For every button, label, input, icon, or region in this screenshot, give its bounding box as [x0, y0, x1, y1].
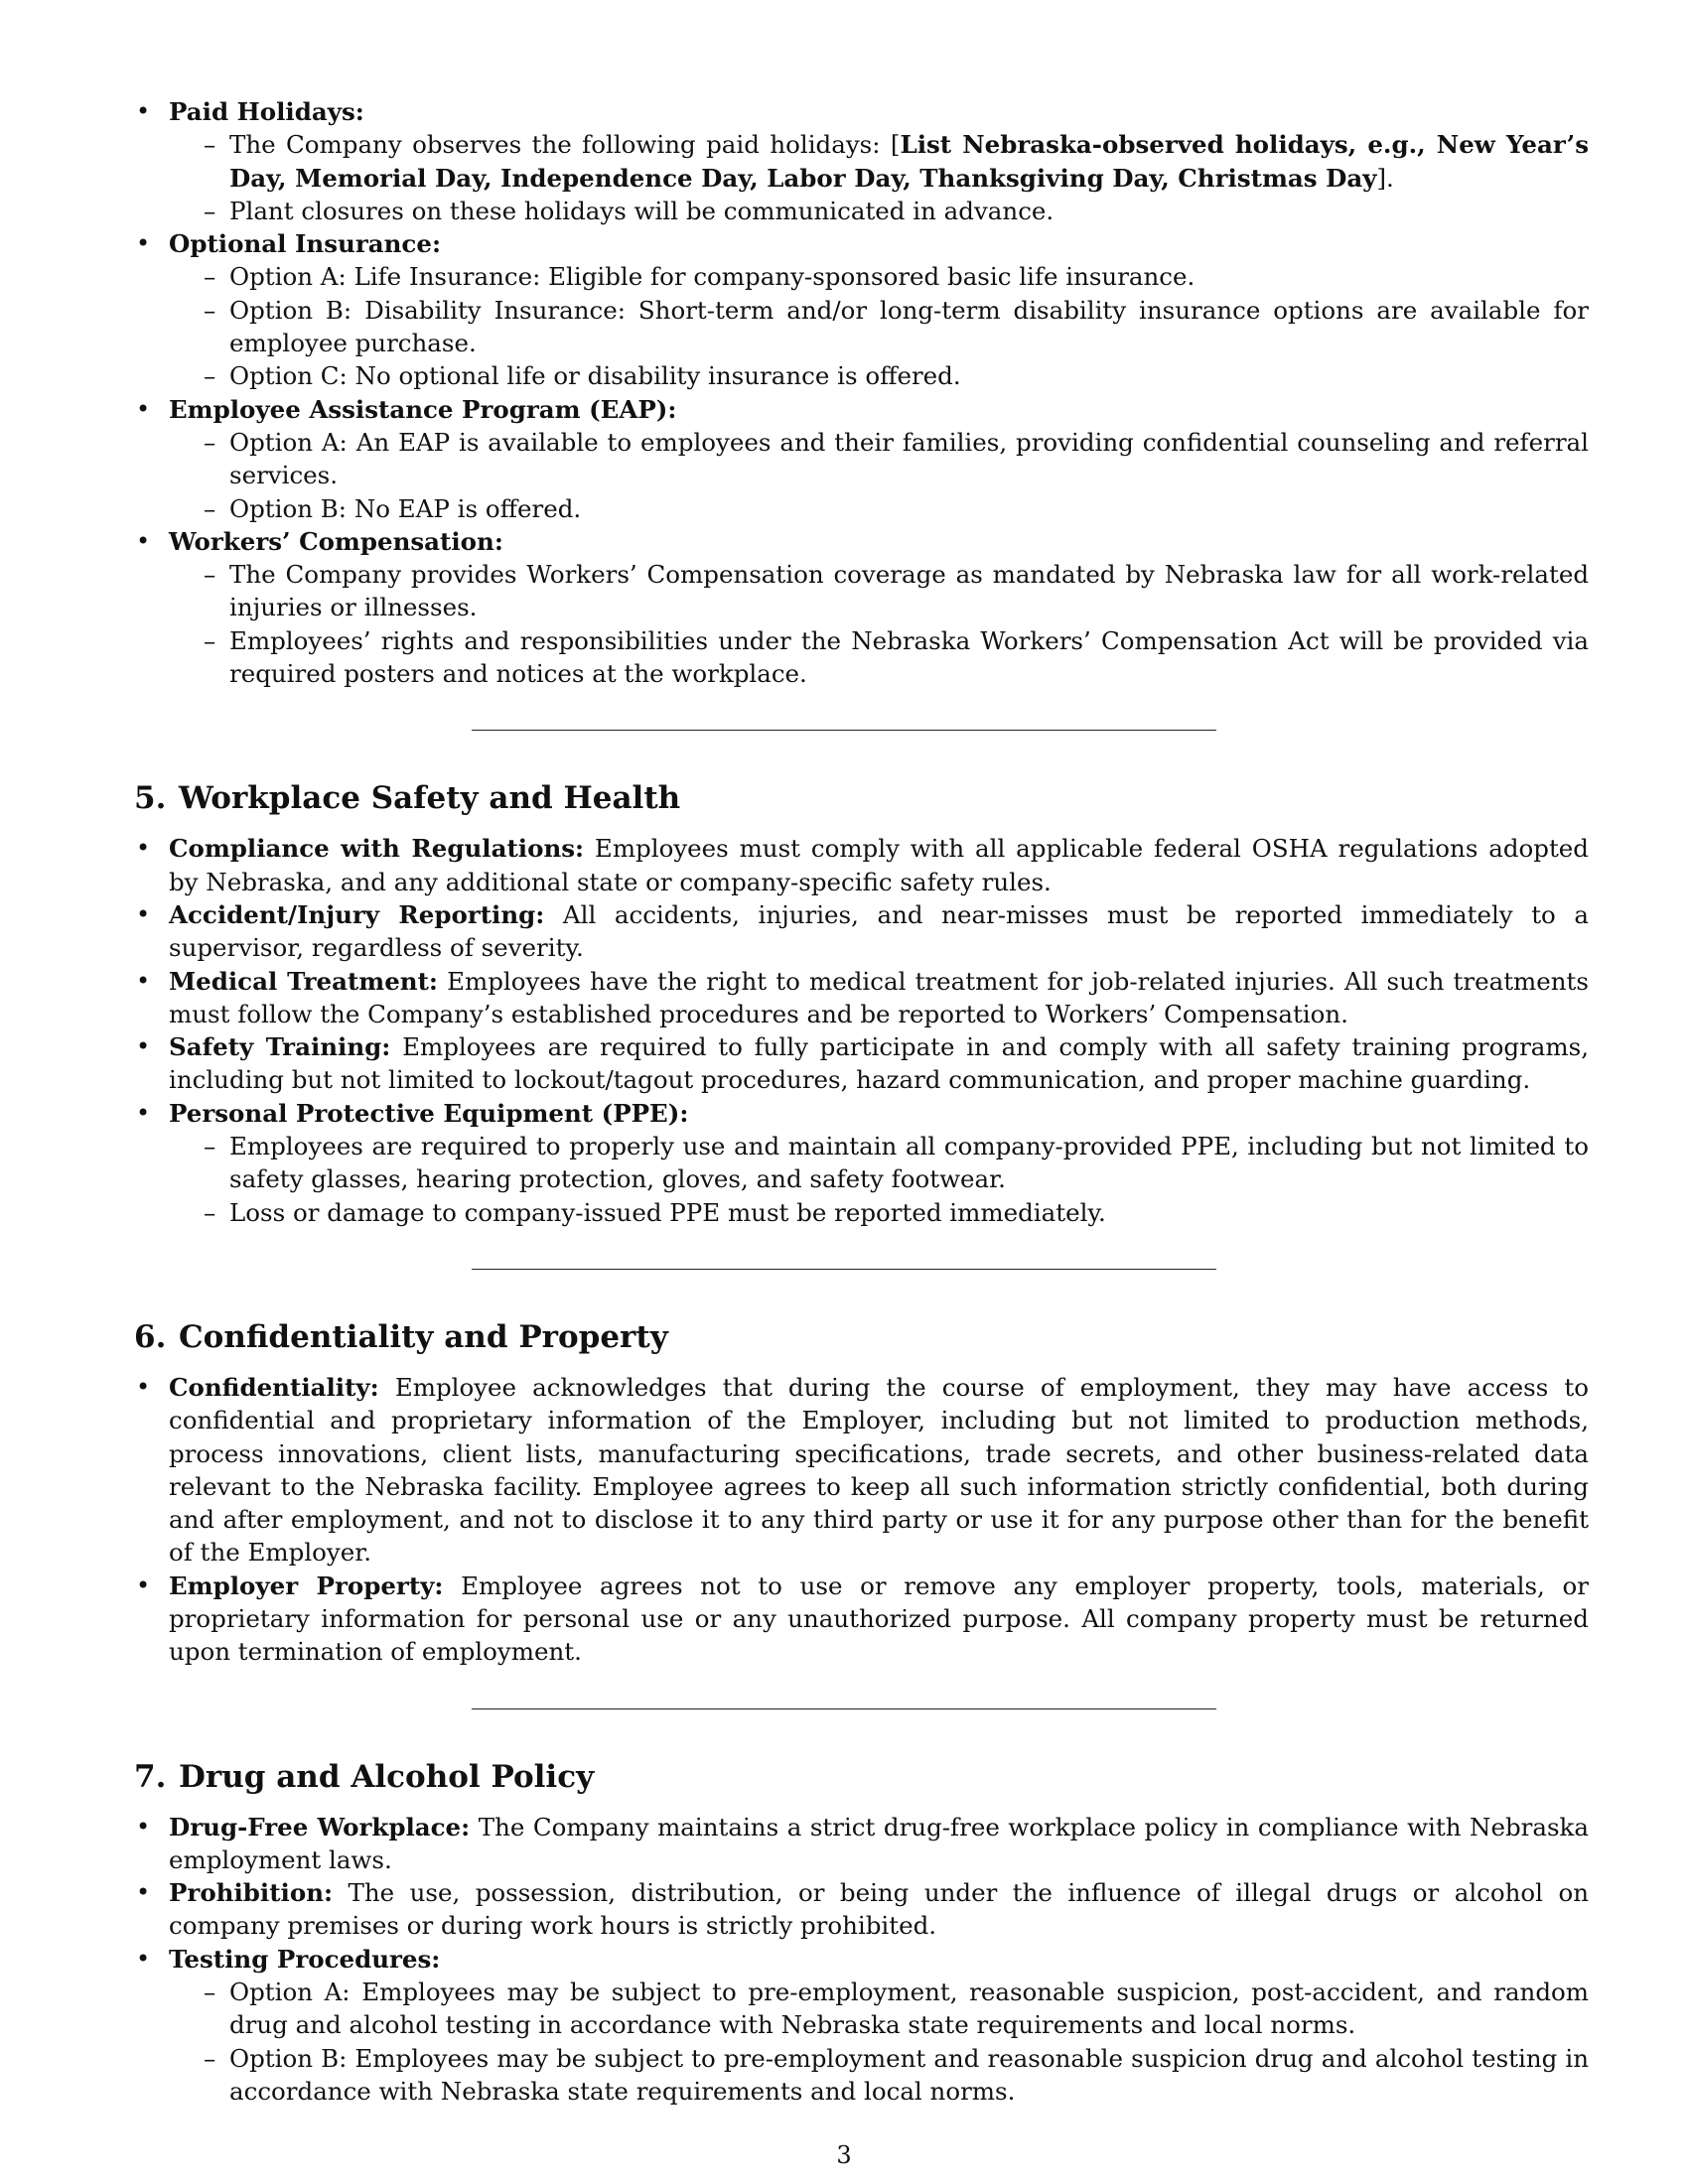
sub-list-item: – Employees are required to properly use and maintain all company-provided PPE, including but not limited to safety glasses, hearing protection, gloves, and safety footwear.: [169, 1130, 1589, 1196]
sub-list: [169, 260, 1589, 392]
item-text: Employees have the right to medical treatment for job-related injuries. All such treatments must follow the Company’s established procedures and be reported to Workers’ Compensation.: [169, 966, 1589, 1028]
item-label: Compliance with Regulations:: [169, 834, 585, 864]
sub-list: [169, 128, 1589, 227]
item-text: Employee agrees not to use or remove any employer property, tools, materials, or proprietary information for personal use or any unauthorized purpose. All company property must be returned upon termination of employment.: [169, 1570, 1589, 1667]
sub-list-item: – Plant closures on these holidays will be communicated in advance.: [169, 195, 1589, 227]
section-divider: [472, 1269, 1216, 1270]
item-label: Confidentiality:: [169, 1372, 379, 1402]
item-text: Employees must comply with all applicable federal OSHA regulations adopted by Nebraska, and any additional state or company-specific safety rules.: [169, 834, 1589, 896]
section-title: Confidentiality and Property: [179, 1318, 668, 1355]
sub-list-item: – Option B: Employees may be subject to pre-employment and reasonable suspicion drug and alcohol testing in accordance with Nebraska state requirements and local norms.: [169, 2042, 1589, 2109]
section-number: 5.: [134, 780, 167, 817]
list-item: [134, 1097, 1589, 1229]
section-7-list: [134, 1811, 1589, 2109]
sub-list-item: – Employees’ rights and responsibilities under the Nebraska Workers’ Compensation Act will be provided via required posters and notices at the workplace.: [169, 624, 1589, 691]
item-label: Drug-Free Workplace:: [169, 1812, 471, 1842]
list-item: [134, 1030, 1589, 1097]
sub-list-item: [169, 128, 1589, 195]
section-heading: [134, 1317, 1589, 1357]
sub-list: [169, 1976, 1589, 2108]
workers-comp-label: Workers’ Compensation:: [169, 526, 503, 556]
item-label: Medical Treatment:: [169, 966, 438, 996]
sub-list-item: – The Company provides Workers’ Compensation coverage as mandated by Nebraska law for all work-related injuries or illnesses.: [169, 558, 1589, 624]
benefits-list: [134, 95, 1589, 690]
list-item: [134, 1876, 1589, 1943]
section-title: Drug and Alcohol Policy: [179, 1758, 595, 1795]
sub-list-item: – Option A: Life Insurance: Eligible for company-sponsored basic life insurance.: [169, 260, 1589, 293]
text: ].: [1376, 163, 1394, 193]
list-item: [134, 1570, 1589, 1669]
item-text: All accidents, injuries, and near-misses must be reported immediately to a supervisor, regardless of severity.: [169, 899, 1590, 963]
page-number: 3: [836, 2141, 852, 2169]
document-page: [134, 95, 1589, 2108]
sub-list: [169, 558, 1589, 690]
section-divider: [472, 730, 1216, 731]
item-label: Safety Training:: [169, 1032, 391, 1062]
section-heading: [134, 1757, 1589, 1797]
text: The Company observes the following paid holidays: [: [229, 130, 901, 160]
sub-list-item: – Loss or damage to company-issued PPE must be reported immediately.: [169, 1196, 1589, 1229]
sub-list-item: – Option A: An EAP is available to employees and their families, providing confidential counseling and referral services.: [169, 426, 1589, 492]
list-item: [134, 898, 1589, 965]
list-item: [134, 965, 1589, 1031]
item-text: The Company maintains a strict drug-free workplace policy in compliance with Nebraska employment laws.: [169, 1812, 1589, 1874]
item-text: The use, possession, distribution, or being under the influence of illegal drugs or alcohol on company premises or during work hours is strictly prohibited.: [169, 1878, 1589, 1941]
list-item: [134, 1943, 1589, 2108]
section-divider: [472, 1708, 1216, 1709]
list-item: [134, 393, 1589, 525]
section-number: 7.: [134, 1758, 167, 1795]
list-item: [134, 1811, 1589, 1877]
section-5-list: [134, 832, 1589, 1229]
sub-list-item: – Option B: No EAP is offered.: [169, 492, 1589, 525]
list-item: [134, 95, 1589, 227]
sub-list: [169, 426, 1589, 525]
list-item: [134, 832, 1589, 898]
list-item: [134, 227, 1589, 392]
sub-list-item: – Option B: Disability Insurance: Short-term and/or long-term disability insurance options are available for employee purchase.: [169, 294, 1589, 360]
item-label: Employer Property:: [169, 1570, 444, 1600]
item-text: Employee acknowledges that during the course of employment, they may have access to confidential and proprietary information of the Employer, including but not limited to production methods, process innovations, client lists, manufacturing specifications, trade secrets, and other business-related data relevant to the Nebraska facility. Employee agrees to keep all such information strictly confidential, both during and after employment, and not to disclose it to any third party or use it for any purpose other than for the benefit of the Employer.: [169, 1372, 1589, 1568]
item-label: Prohibition:: [169, 1878, 334, 1908]
sub-list-item: – Option A: Employees may be subject to pre-employment, reasonable suspicion, post-accident, and random drug and alcohol testing in accordance with Nebraska state requirements and local norms.: [169, 1976, 1589, 2042]
sub-list-item: – Option C: No optional life or disability insurance is offered.: [169, 359, 1589, 392]
section-number: 6.: [134, 1318, 167, 1355]
section-6-list: [134, 1371, 1589, 1669]
optional-insurance-label: Optional Insurance:: [169, 229, 441, 259]
testing-label: Testing Procedures:: [169, 1944, 441, 1974]
holiday-placeholder: List Nebraska-observed holidays, e.g., New Year’s Day, Memorial Day, Independence Day, Labor Day, Thanksgiving Day, Christmas Day: [229, 130, 1589, 193]
paid-holidays-label: Paid Holidays:: [169, 97, 364, 126]
section-title: Workplace Safety and Health: [179, 780, 681, 817]
list-item: [134, 1371, 1589, 1570]
item-label: Accident/Injury Reporting:: [169, 899, 545, 929]
sub-list: [169, 1130, 1589, 1229]
item-text: Employees are required to fully participate in and comply with all safety training programs, including but not limited to lockout/tagout procedures, hazard communication, and proper machine guarding.: [169, 1032, 1589, 1095]
list-item: [134, 525, 1589, 690]
ppe-label: Personal Protective Equipment (PPE):: [169, 1098, 689, 1128]
eap-label: Employee Assistance Program (EAP):: [169, 394, 677, 424]
section-heading: [134, 778, 1589, 818]
